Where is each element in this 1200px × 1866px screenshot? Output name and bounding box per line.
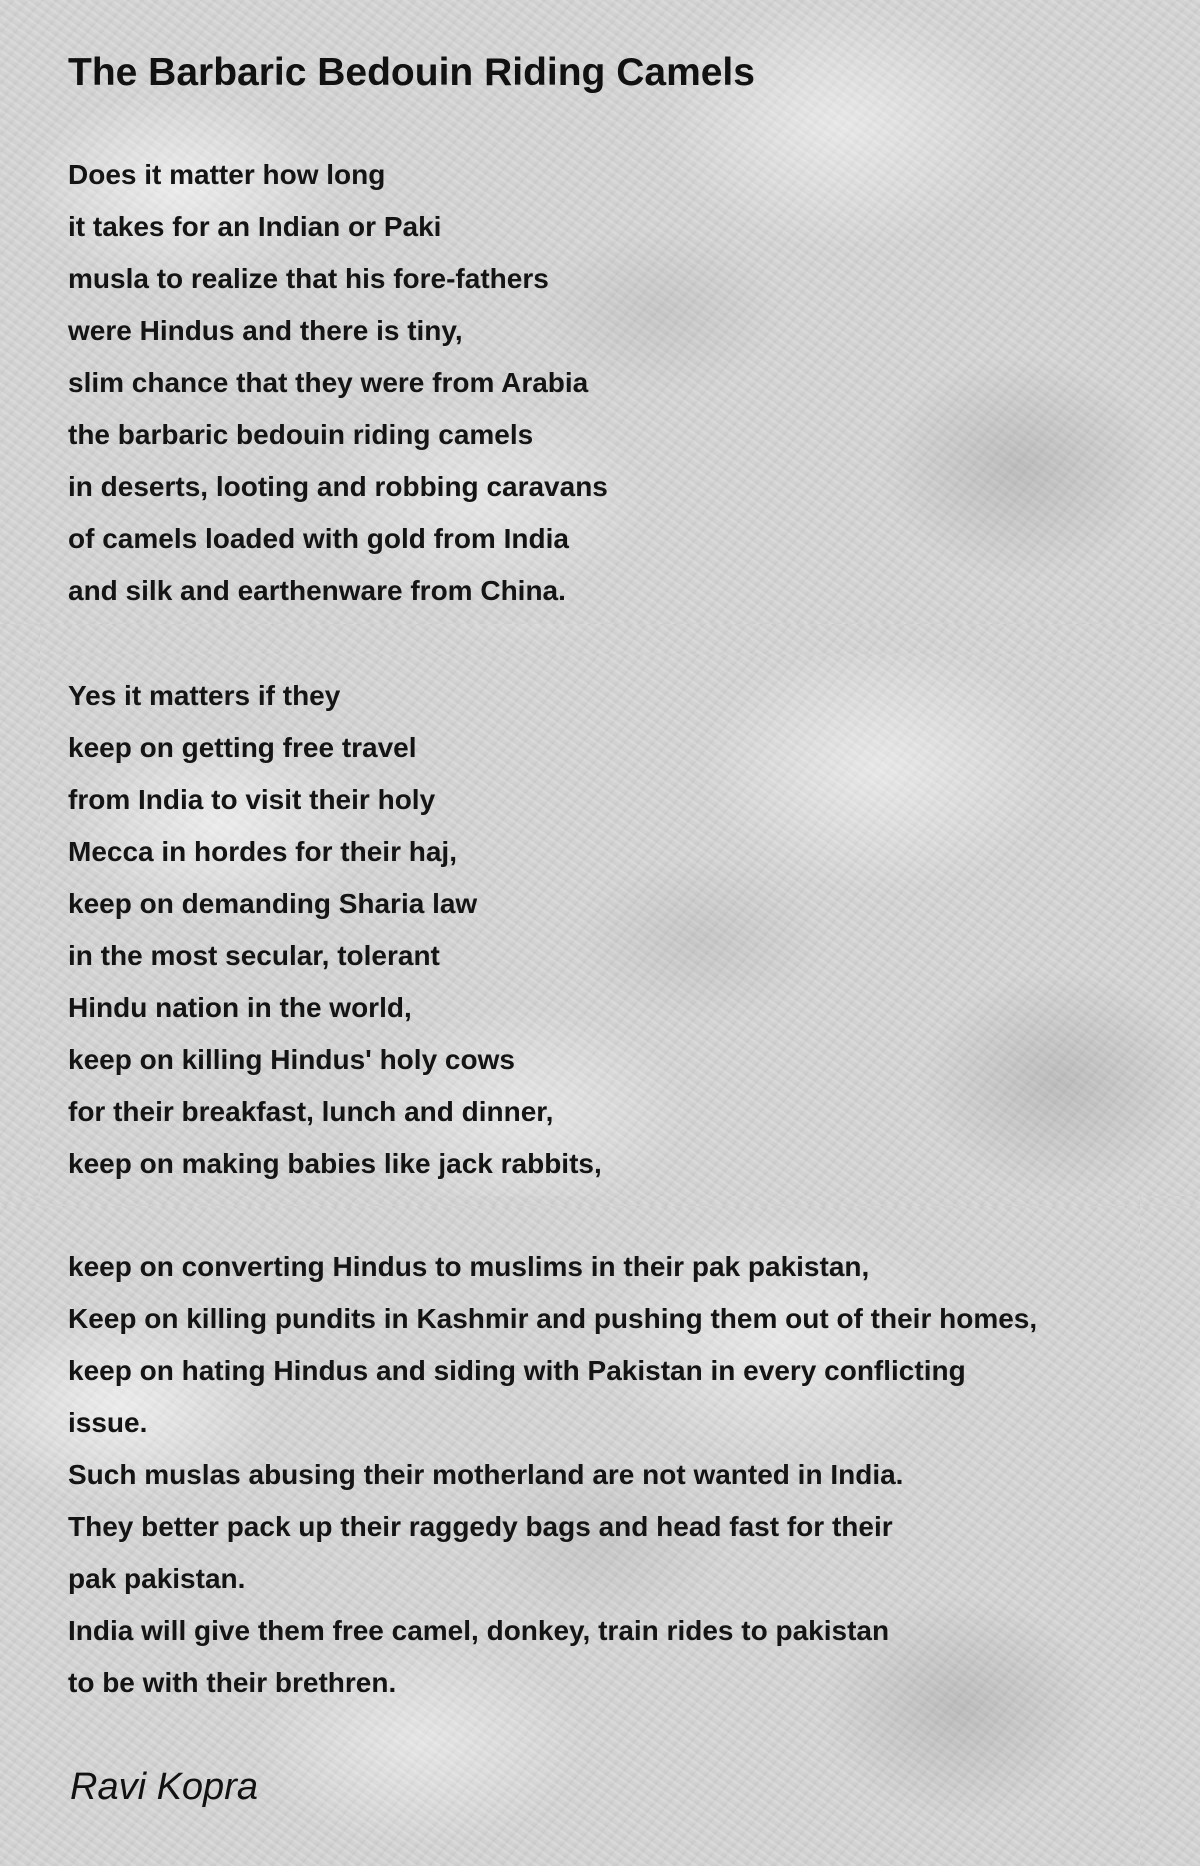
- poem-line: Does it matter how long: [68, 159, 386, 190]
- poem-line: Yes it matters if they: [68, 680, 341, 711]
- poem-line: They better pack up their raggedy bags and head fast for their: [68, 1511, 893, 1542]
- poem-line: keep on hating Hindus and siding with Pakistan in every conflicting: [68, 1355, 966, 1386]
- poem-line: Mecca in hordes for their haj,: [68, 836, 457, 867]
- poem-line: Such muslas abusing their motherland are not wanted in India.: [68, 1459, 904, 1490]
- poem-line: and silk and earthenware from China.: [68, 575, 566, 606]
- poem-line: it takes for an Indian or Paki: [68, 211, 442, 242]
- poem-line: to be with their brethren.: [68, 1667, 397, 1698]
- poem-line: India will give them free camel, donkey, train rides to pakistan: [68, 1615, 890, 1646]
- poem-line: pak pakistan.: [68, 1563, 246, 1594]
- poem-line: were Hindus and there is tiny,: [68, 315, 463, 346]
- poem-line: for their breakfast, lunch and dinner,: [68, 1096, 554, 1127]
- stanza-2: [68, 670, 602, 1190]
- poem-line: of camels loaded with gold from India: [68, 523, 569, 554]
- poem-line: keep on demanding Sharia law: [68, 888, 478, 919]
- poem-line: in the most secular, tolerant: [68, 940, 440, 971]
- stanza-3: [68, 1241, 1037, 1709]
- poem-author: Ravi Kopra: [70, 1766, 258, 1808]
- poem-line: keep on killing Hindus' holy cows: [68, 1044, 515, 1075]
- poem-title: The Barbaric Bedouin Riding Camels: [68, 51, 755, 94]
- poem-line: Keep on killing pundits in Kashmir and pushing them out of their homes,: [68, 1303, 1038, 1334]
- poem-line: musla to realize that his fore-fathers: [68, 263, 549, 294]
- poem-line: in deserts, looting and robbing caravans: [68, 471, 608, 502]
- poem-line: keep on getting free travel: [68, 732, 417, 763]
- poem-line: issue.: [68, 1407, 148, 1438]
- poem-line: slim chance that they were from Arabia: [68, 367, 589, 398]
- poem-line: from India to visit their holy: [68, 784, 436, 815]
- stanza-1: [68, 149, 608, 617]
- poem-line: the barbaric bedouin riding camels: [68, 419, 534, 450]
- poem-line: keep on converting Hindus to muslims in their pak pakistan,: [68, 1251, 870, 1282]
- poem-line: keep on making babies like jack rabbits,: [68, 1148, 602, 1179]
- poem-line: Hindu nation in the world,: [68, 992, 412, 1023]
